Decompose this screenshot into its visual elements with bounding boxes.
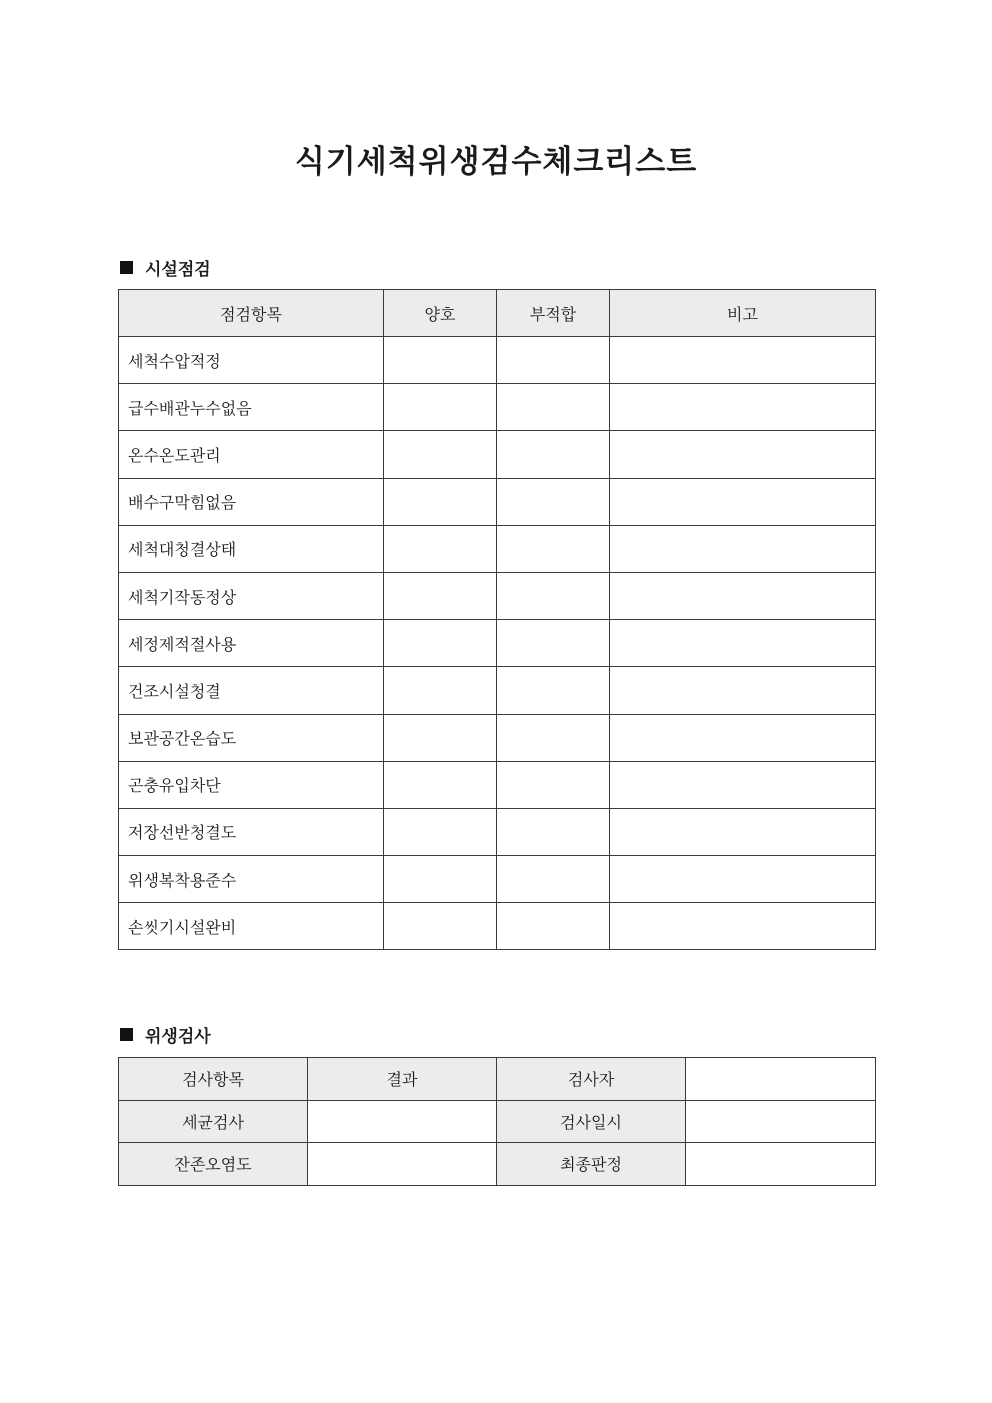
facility-row	[119, 431, 876, 478]
good-checkbox-cell[interactable]	[384, 856, 497, 903]
check-item-label: 위생복착용준수	[119, 856, 384, 903]
good-checkbox-cell[interactable]	[384, 667, 497, 714]
facility-section-label: 시설점검	[145, 260, 211, 280]
good-checkbox-cell[interactable]	[384, 903, 497, 950]
unfit-checkbox-cell[interactable]	[497, 478, 610, 525]
check-item-label: 세척수압적정	[119, 337, 384, 384]
good-checkbox-cell[interactable]	[384, 620, 497, 667]
final-judgment-field[interactable]	[686, 1143, 876, 1186]
good-checkbox-cell[interactable]	[384, 337, 497, 384]
facility-section-heading	[120, 255, 211, 280]
unfit-checkbox-cell[interactable]	[497, 525, 610, 572]
good-checkbox-cell[interactable]	[384, 714, 497, 761]
remarks-cell[interactable]	[610, 667, 876, 714]
check-item-label: 온수온도관리	[119, 431, 384, 478]
unfit-checkbox-cell[interactable]	[497, 384, 610, 431]
hygiene-section-heading	[120, 1022, 211, 1047]
facility-row	[119, 620, 876, 667]
facility-check-table	[118, 289, 876, 950]
remarks-cell[interactable]	[610, 384, 876, 431]
good-checkbox-cell[interactable]	[384, 761, 497, 808]
column-header-unfit: 부적합	[497, 290, 610, 337]
hygiene-test-table	[118, 1057, 876, 1186]
good-checkbox-cell[interactable]	[384, 384, 497, 431]
good-checkbox-cell[interactable]	[384, 525, 497, 572]
bacteria-result-field[interactable]	[308, 1100, 497, 1143]
facility-row	[119, 761, 876, 808]
remarks-cell[interactable]	[610, 525, 876, 572]
unfit-checkbox-cell[interactable]	[497, 431, 610, 478]
square-bullet-icon	[120, 261, 133, 274]
facility-row	[119, 856, 876, 903]
facility-row	[119, 808, 876, 855]
column-header-remarks: 비고	[610, 290, 876, 337]
square-bullet-icon	[120, 1028, 133, 1041]
column-header-good: 양호	[384, 290, 497, 337]
facility-row	[119, 572, 876, 619]
facility-row	[119, 667, 876, 714]
check-item-label: 곤충유입차단	[119, 761, 384, 808]
check-item-label: 배수구막힘없음	[119, 478, 384, 525]
label-final-judgment: 최종판정	[497, 1143, 686, 1186]
remarks-cell[interactable]	[610, 620, 876, 667]
hygiene-row	[119, 1143, 876, 1186]
unfit-checkbox-cell[interactable]	[497, 572, 610, 619]
hygiene-row	[119, 1100, 876, 1143]
column-header-item: 점검항목	[119, 290, 384, 337]
unfit-checkbox-cell[interactable]	[497, 856, 610, 903]
facility-row	[119, 714, 876, 761]
remarks-cell[interactable]	[610, 431, 876, 478]
unfit-checkbox-cell[interactable]	[497, 620, 610, 667]
unfit-checkbox-cell[interactable]	[497, 714, 610, 761]
hygiene-row	[119, 1058, 876, 1101]
facility-row	[119, 525, 876, 572]
facility-row	[119, 384, 876, 431]
remarks-cell[interactable]	[610, 714, 876, 761]
label-residual-contamination: 잔존오염도	[119, 1143, 308, 1186]
facility-row	[119, 337, 876, 384]
facility-row	[119, 478, 876, 525]
label-test-item: 검사항목	[119, 1058, 308, 1101]
unfit-checkbox-cell[interactable]	[497, 337, 610, 384]
good-checkbox-cell[interactable]	[384, 572, 497, 619]
label-bacteria-test: 세균검사	[119, 1100, 308, 1143]
check-item-label: 세척대청결상태	[119, 525, 384, 572]
remarks-cell[interactable]	[610, 337, 876, 384]
check-item-label: 급수배관누수없음	[119, 384, 384, 431]
check-item-label: 건조시설청결	[119, 667, 384, 714]
check-item-label: 손씻기시설완비	[119, 903, 384, 950]
check-item-label: 저장선반청결도	[119, 808, 384, 855]
inspector-field[interactable]	[686, 1058, 876, 1101]
label-inspector: 검사자	[497, 1058, 686, 1101]
residual-result-field[interactable]	[308, 1143, 497, 1186]
label-inspection-datetime: 검사일시	[497, 1100, 686, 1143]
inspection-datetime-field[interactable]	[686, 1100, 876, 1143]
remarks-cell[interactable]	[610, 808, 876, 855]
facility-row	[119, 903, 876, 950]
label-result: 결과	[308, 1058, 497, 1101]
good-checkbox-cell[interactable]	[384, 431, 497, 478]
hygiene-section-label: 위생검사	[145, 1027, 211, 1047]
remarks-cell[interactable]	[610, 856, 876, 903]
remarks-cell[interactable]	[610, 903, 876, 950]
good-checkbox-cell[interactable]	[384, 478, 497, 525]
check-item-label: 세정제적절사용	[119, 620, 384, 667]
good-checkbox-cell[interactable]	[384, 808, 497, 855]
remarks-cell[interactable]	[610, 572, 876, 619]
remarks-cell[interactable]	[610, 761, 876, 808]
remarks-cell[interactable]	[610, 478, 876, 525]
unfit-checkbox-cell[interactable]	[497, 903, 610, 950]
unfit-checkbox-cell[interactable]	[497, 761, 610, 808]
unfit-checkbox-cell[interactable]	[497, 667, 610, 714]
facility-header-row	[119, 290, 876, 337]
unfit-checkbox-cell[interactable]	[497, 808, 610, 855]
page-title: 식기세척위생검수체크리스트	[294, 144, 698, 180]
check-item-label: 세척기작동정상	[119, 572, 384, 619]
check-item-label: 보관공간온습도	[119, 714, 384, 761]
